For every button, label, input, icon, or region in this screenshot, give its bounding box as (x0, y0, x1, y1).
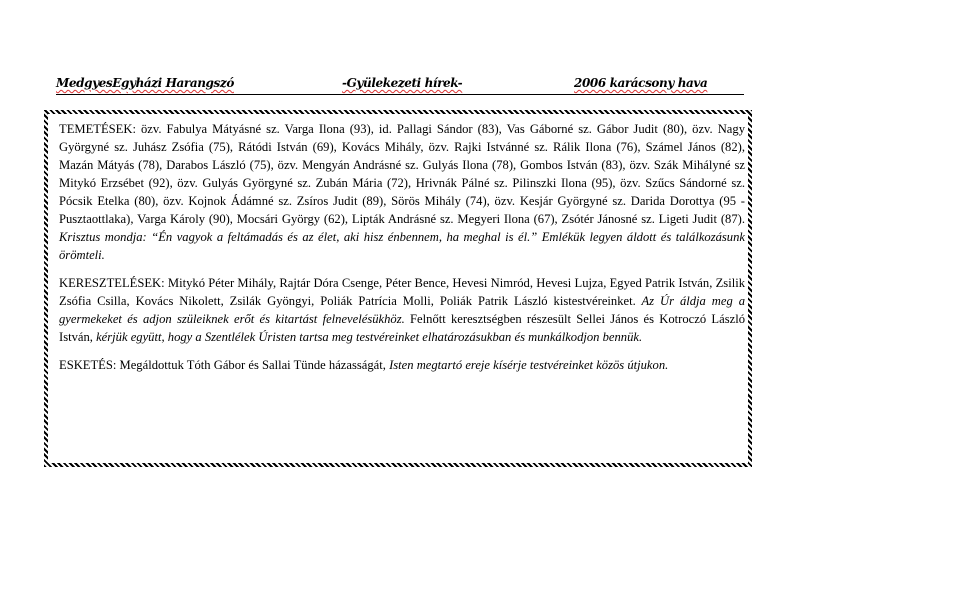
header-section-title: -Gyülekezeti hírek- (342, 76, 463, 90)
wedding-label: ESKETÉS: (59, 358, 117, 372)
baptisms-blessing: Az Úr áldja meg a gyermekeket és adjon szüleiknek erőt és kitartást felnevelésükhöz. (59, 294, 745, 326)
header-divider (56, 94, 744, 95)
header-publication-title: MedgyesEgyházi Harangszó (56, 76, 234, 90)
funerals-quote: Krisztus mondja: “Én vagyok a feltámadás és az élet, aki hisz énbennem, ha meghal is él.” Emlékük legyen áldott és találkozásunk örömteli. (59, 230, 745, 262)
baptisms-label: KERESZTELÉSEK: (59, 276, 165, 290)
baptisms-paragraph (59, 274, 745, 346)
funerals-text: özv. Fabulya Mátyásné sz. Varga Ilona (93), id. Pallagi Sándor (83), Vas Gáborné sz. Gábor Judit (80), özv. Nagy Györgyné sz. Juhász Zsófia (75), Rátódi István (69), Kovács Mihály, özv. Rajki Istvánné sz. Rálik Ilona (76), Számel János (82), Mazán Mátyás (78), Darabos László (75), özv. Mengyán Andrásné sz. Gulyás Ilona (78), Gombos István (83), özv. Szák Mihályné sz Mitykó Erzsébet (92), özv. Gulyás Györgyné sz. Zubán Mária (72), Hrivnák Pálné sz. Pilinszki Ilona (95), özv. Szűcs Sándorné sz. Pócsik Etelka (80), özv. Kojnok Ádámné sz. Zsíros Judit (89), Sörös Mihály (74), özv. Kesjár Györgyné sz. Darida Dorottya (95 - Pusztaottlaka), Varga Károly (90), Mocsári György (62), Lipták Andrásné sz. Megyeri Ilona (67), Zsótér Jánosné sz. Ligeti Judit (87). (59, 122, 745, 226)
funerals-label: TEMETÉSEK: (59, 122, 136, 136)
wedding-text: Megáldottuk Tóth Gábor és Sallai Tünde házasságát, (116, 358, 386, 372)
header-date: 2006 karácsony hava (574, 76, 708, 90)
wedding-paragraph (59, 356, 745, 374)
funerals-paragraph (59, 120, 745, 264)
adult-baptisms-text: Felnőtt keresztségben részesült Sellei János és Kotroczó László István, (59, 312, 745, 344)
wedding-blessing: Isten megtartó ereje kísérje testvéreinket közös útjukon. (385, 358, 669, 372)
announcements-content (59, 120, 745, 384)
baptisms-text: Mitykó Péter Mihály, Rajtár Dóra Csenge, Péter Bence, Hevesi Nimród, Hevesi Lujza, Egyed Patrik István, Zsilik Zsófia Csilla, Kovács Nikolett, Zsilák Gyöngyi, Poliák Patrícia Molli, Poliák Patrik László kistestvéreinket. (59, 276, 745, 308)
adult-baptisms-blessing: kérjük együtt, hogy a Szentlélek Úristen tartsa meg testvéreinket elhatározásukban és munkálkodjon bennük. (92, 330, 643, 344)
announcements-box (44, 110, 752, 467)
page-header (56, 74, 744, 94)
